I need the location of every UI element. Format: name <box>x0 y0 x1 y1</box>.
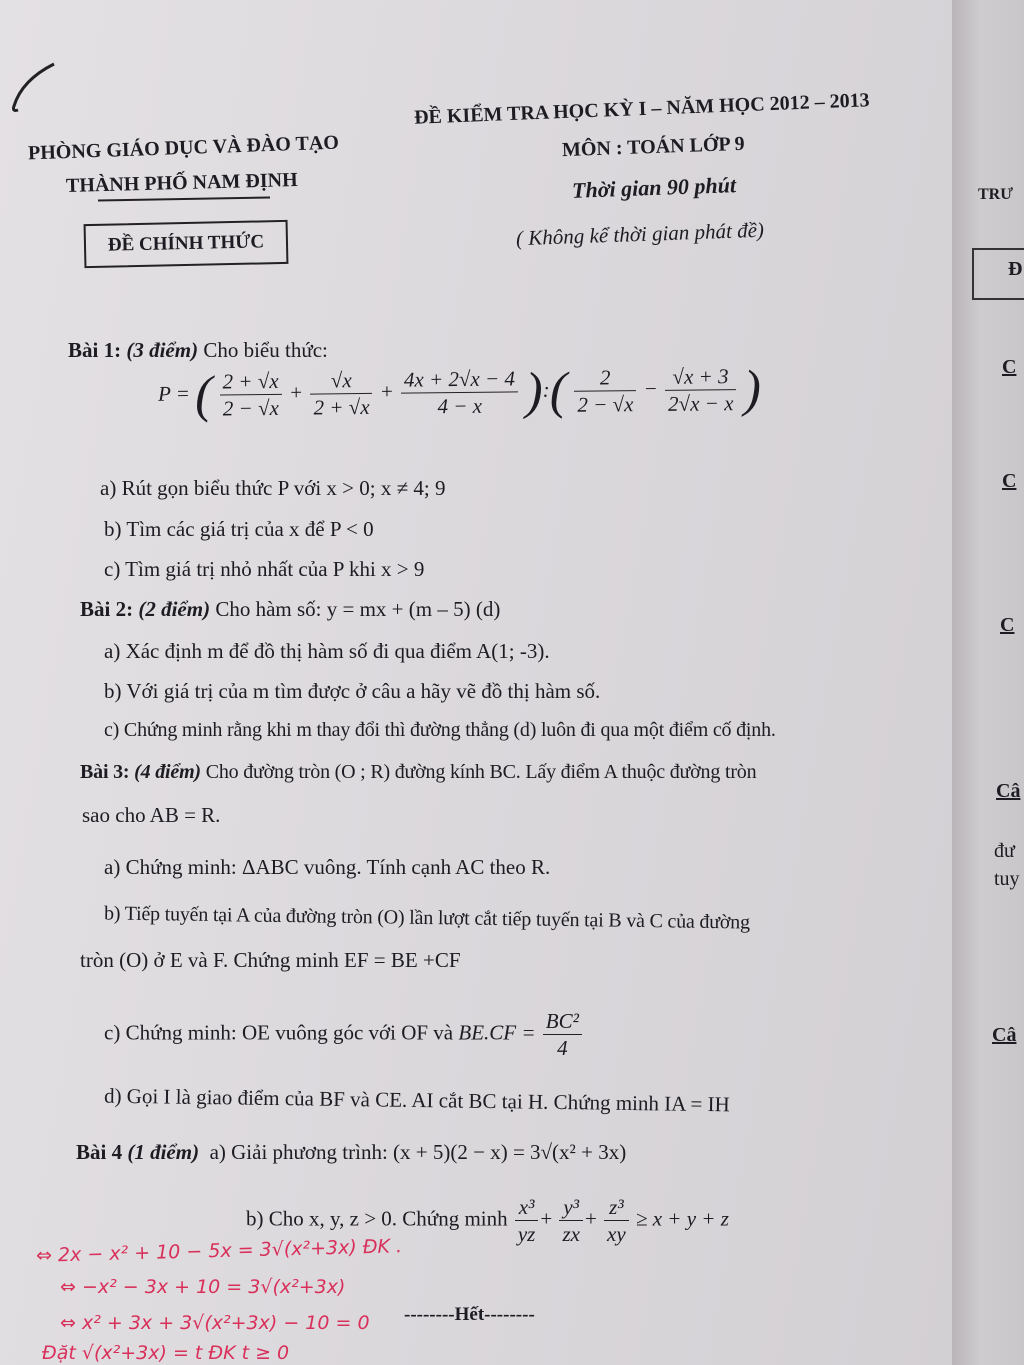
plus-sign: + <box>379 379 394 404</box>
edge-text: Câ <box>996 780 1021 802</box>
formula-frac2: $\frac{√x}{2 + √x}$ <box>310 367 373 421</box>
bai3-part-c-text: c) Chứng minh: OE vuông góc với OF và <box>104 1020 454 1045</box>
bai2-points: (2 điểm) <box>138 597 211 621</box>
bai4-label: Bài 4 <box>76 1140 123 1164</box>
pen-mark-icon <box>4 58 64 118</box>
bai1-part-b: b) Tìm các giá trị của x để P < 0 <box>104 517 374 541</box>
minus-sign: − <box>643 376 658 401</box>
handwriting-line4: Đặt √(x²+3x) = t ĐK t ≥ 0 <box>42 1342 290 1364</box>
bai2-intro: Cho hàm số: y = mx + (m – 5) (d) <box>215 597 501 621</box>
bai2-part-b: b) Với giá trị của m tìm được ở câu a hãy vẽ đồ thị hàm số. <box>104 679 601 703</box>
bai4-points: (1 điểm) <box>127 1140 200 1164</box>
handwriting-line2: ⇔ −x² − 3x + 10 = 3√(x²+3x) <box>60 1276 346 1298</box>
end-marker: --------Hết-------- <box>404 1304 535 1325</box>
divide-sign: : <box>542 377 550 402</box>
handwriting-line3: ⇔ x² + 3x + 3√(x²+3x) − 10 = 0 <box>60 1312 370 1334</box>
edge-text: đư <box>994 840 1015 862</box>
bai1-points: (3 điểm) <box>126 338 199 362</box>
header-city: THÀNH PHỐ NAM ĐỊNH <box>65 168 298 198</box>
edge-text: tuy <box>994 868 1020 890</box>
bai3-intro: Cho đường tròn (O ; R) đường kính BC. Lấy điểm A thuộc đường tròn <box>205 761 757 783</box>
header-underline <box>98 196 270 201</box>
bai3-part-b-line2: tròn (O) ở E và F. Chứng minh EF = BE +CF <box>80 948 461 972</box>
bai3-part-c-lhs: BE.CF = <box>458 1020 536 1045</box>
official-stamp-box: ĐỀ CHÍNH THỨC <box>84 220 289 268</box>
paren-close: ) <box>743 360 762 418</box>
bai3-label: Bài 3: <box>80 761 130 783</box>
bai3-part-a: a) Chứng minh: ΔABC vuông. Tính cạnh AC theo R. <box>104 855 551 879</box>
bai4-term3: $\frac{\text{z³}}{xy}$ <box>604 1194 629 1248</box>
edge-text: C <box>1002 470 1017 492</box>
formula-frac3: $\frac{4x + 2√x - 4}{4 - x}$ <box>401 365 519 420</box>
bai3-part-c-frac: $\frac{\text{BC²}}{4}$ <box>543 1008 582 1062</box>
bai4-part-b-text: b) Cho x, y, z > 0. Chứng minh <box>246 1206 508 1231</box>
bai4-term2: $\frac{\text{y³}}{zx}$ <box>559 1194 583 1248</box>
exam-duration-note: ( Không kể thời gian phát đề) <box>515 217 765 251</box>
header-department: PHÒNG GIÁO DỤC VÀ ĐÀO TẠO <box>27 131 340 165</box>
bai3-part-c <box>104 1008 584 1062</box>
paren-open: ( <box>549 362 568 420</box>
plus-sign: + <box>288 380 304 405</box>
bai1-part-c: c) Tìm giá trị nhỏ nhất của P khi x > 9 <box>104 557 425 581</box>
paren-close: ) <box>525 362 543 421</box>
bai3-points: (4 điểm) <box>134 761 201 783</box>
bai4-part-b: b) Cho x, y, z > 0. Chứng minh $\frac{\text{x³}}{yz}$ + $\frac{\text{y³}}{zx}$ + $\frac{\text{z³}}{xy}$ ≥ x + y + z <box>246 1195 729 1247</box>
bai3-part-b-line1: b) Tiếp tuyến tại A của đường tròn (O) lần lượt cắt tiếp tuyến tại B và C của đường <box>103 902 751 934</box>
bai2-label: Bài 2: <box>80 597 134 621</box>
next-page-edge <box>952 0 1024 1365</box>
bai1-formula <box>157 360 762 424</box>
bai2-heading <box>80 597 500 622</box>
bai4-heading <box>76 1140 626 1165</box>
edge-text: C <box>1000 614 1015 636</box>
bai3-heading <box>80 761 756 784</box>
paren-open: ( <box>194 366 213 424</box>
bai2-part-a: a) Xác định m để đồ thị hàm số đi qua điểm A(1; -3). <box>104 639 550 663</box>
bai4-term1: $\frac{\text{x³}}{yz}$ <box>515 1194 539 1248</box>
handwriting-line1: ⇔ 2x − x² + 10 − 5x = 3√(x²+3x) ĐK . <box>35 1235 403 1267</box>
formula-frac4: $\frac{2}{2 - √x}$ <box>574 364 637 418</box>
formula-lhs: P = <box>157 381 190 406</box>
bai1-label: Bài 1: <box>68 338 122 362</box>
edge-text: Câ <box>992 1024 1017 1046</box>
edge-text: Đ <box>1008 258 1023 280</box>
bai3-part-d: d) Gọi I là giao điểm của BF và CE. AI cắt BC tại H. Chứng minh IA = IH <box>103 1083 730 1117</box>
exam-duration: Thời gian 90 phút <box>571 172 737 203</box>
bai1-intro: Cho biểu thức: <box>203 338 328 362</box>
exam-subject: MÔN : TOÁN LỚP 9 <box>561 132 745 162</box>
bai4-rhs: ≥ x + y + z <box>635 1206 729 1231</box>
bai2-part-c: c) Chứng minh rằng khi m thay đổi thì đường thẳng (d) luôn đi qua một điểm cố định. <box>104 719 776 741</box>
formula-frac5: $\frac{√x + 3}{2√x - x}$ <box>665 363 737 417</box>
edge-text: C <box>1002 356 1017 378</box>
exam-title: ĐỀ KIỂM TRA HỌC KỲ I – NĂM HỌC 2012 – 2013 <box>413 89 871 129</box>
bai1-part-a: a) Rút gọn biểu thức P với x > 0; x ≠ 4; 9 <box>100 476 446 500</box>
bai4-part-a: a) Giải phương trình: (x + 5)(2 − x) = 3√(x² + 3x) <box>209 1140 627 1164</box>
bai1-heading <box>68 338 328 363</box>
formula-frac1: $\frac{2 + √x}{2 - √x}$ <box>219 368 282 422</box>
edge-text: TRƯ <box>978 186 1013 203</box>
bai3-intro-line2: sao cho AB = R. <box>82 803 221 827</box>
